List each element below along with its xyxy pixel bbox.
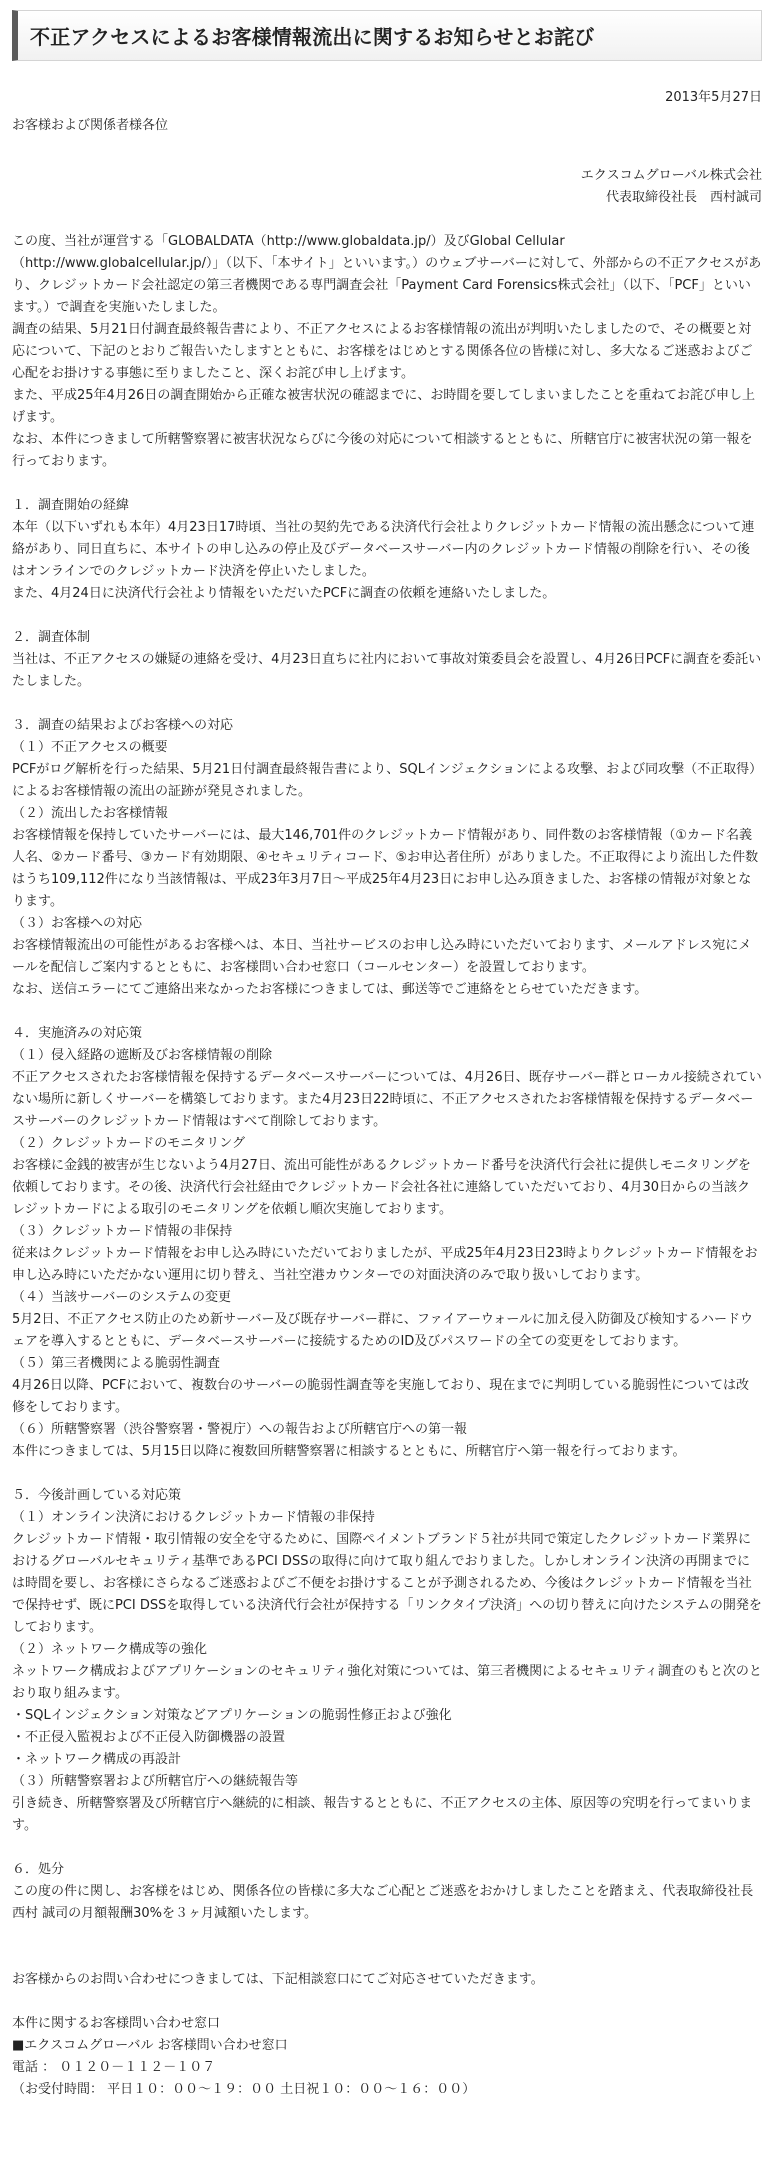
subsection-title: （４）当該サーバーのシステムの変更 bbox=[12, 1290, 232, 1305]
measures-list bbox=[12, 1705, 762, 1771]
spacer bbox=[12, 1947, 762, 1969]
subsection-paragraph: 引き続き、所轄警察署及び所轄官庁へ継続的に相談、報告するとともに、不正アクセスの主体、原因等の究明を行ってまいります。 bbox=[12, 1796, 753, 1833]
intro-paragraph: また、平成25年4月26日の調査開始から正確な被害状況の確認までに、お時間を要してしまいましたことを重ねてお詫び申し上げます。 bbox=[12, 388, 756, 425]
section-paragraph: また、4月24日に決済代行会社より情報をいただいたPCFに調査の依頼を連絡いたしました。 bbox=[12, 586, 556, 601]
section-4 bbox=[12, 1023, 762, 1463]
section-paragraph: 当社は、不正アクセスの嫌疑の連絡を受け、4月23日直ちに社内において事故対策委員会を設置し、4月26日PCFに調査を委託いたしました。 bbox=[12, 652, 762, 689]
intro-paragraph: この度、当社が運営する「GLOBALDATA（http://www.globaldata.jp/）及びGlobal Cellular（http://www.globalcellular.jp/）」（以下、「本サイト」といいます。）のウェブサーバーに対して、外部からの不正アクセスがあり、クレジットカード会社認定の第三者機関である専門調査会社「Payment Card Forensics株式会社」（以下、「PCF」といいます。）で調査を実施いたしました。 bbox=[12, 234, 762, 315]
subsection-title: （２）流出したお客様情報 bbox=[12, 806, 169, 821]
list-item: ・ネットワーク構成の再設計 bbox=[12, 1752, 182, 1767]
intro-paragraph: なお、本件につきまして所轄警察署に被害状況ならびに今後の対応について相談するとともに、所轄官庁に被害状況の第一報を行っております。 bbox=[12, 432, 753, 469]
section-paragraph: 本年（以下いずれも本年）4月23日17時頃、当社の契約先である決済代行会社よりクレジットカード情報の流出懸念について連絡があり、同日直ちに、本サイトの申し込みの停止及びデータベースサーバー内のクレジットカード情報の削除を行い、その後はオンラインでのクレジットカード決済を停止いたしました。 bbox=[12, 520, 755, 579]
contact-phone: 電話 ： ０１２０－１１２－１０７ bbox=[12, 2060, 216, 2075]
section-5 bbox=[12, 1485, 762, 1837]
sender-block bbox=[12, 165, 762, 209]
section-1 bbox=[12, 495, 762, 605]
contact-name: ■エクスコムグローバル お客様問い合わせ窓口 bbox=[12, 2038, 288, 2053]
intro-paragraph: 調査の結果、5月21日付調査最終報告書により、不正アクセスによるお客様情報の流出が判明いたしましたので、その概要と対応について、下記のとおりご報告いたしますとともに、お客様をはじめとする関係各位の皆様に対し、多大なるご迷惑およびご心配をお掛けする事態に至りましたこと、深くお詫び申し上げます。 bbox=[12, 322, 753, 381]
section-title: ６．処分 bbox=[12, 1862, 65, 1877]
contact-heading: 本件に関するお客様問い合わせ窓口 bbox=[12, 2016, 221, 2031]
subsection-paragraph: 従来はクレジットカード情報をお申し込み時にいただいておりましたが、平成25年4月23日23時よりクレジットカード情報をお申し込み時にいただかない運用に切り替え、当社空港カウンターでの対面決済のみで取り扱いしております。 bbox=[12, 1246, 758, 1283]
list-item: ・不正侵入監視および不正侵入防御機器の設置 bbox=[12, 1730, 286, 1745]
section-title: ５．今後計画している対応策 bbox=[12, 1488, 182, 1503]
subsection-title: （１）オンライン決済におけるクレジットカード情報の非保持 bbox=[12, 1510, 375, 1525]
subsection-title: （２）ネットワーク構成等の強化 bbox=[12, 1642, 208, 1657]
notice-date: 2013年5月27日 bbox=[665, 90, 762, 105]
section-title: ４．実施済みの対応策 bbox=[12, 1026, 143, 1041]
subsection-title: （３）クレジットカード情報の非保持 bbox=[12, 1224, 233, 1239]
subsection-title: （１）不正アクセスの概要 bbox=[12, 740, 168, 755]
section-2 bbox=[12, 627, 762, 693]
section-3 bbox=[12, 715, 762, 1001]
subsection-title: （１）侵入経路の遮断及びお客様情報の削除 bbox=[12, 1048, 273, 1063]
recipient-line: お客様および関係者様各位 bbox=[12, 118, 169, 133]
subsection-paragraph: お客様に金銭的被害が生じないよう4月27日、流出可能性があるクレジットカード番号を決済代行会社に提供しモニタリングを依頼しております。その後、決済代行会社経由でクレジットカード会社各社に連絡していただいており、4月30日からの当該クレジットカードによる取引のモニタリングを依頼し順次実施しております。 bbox=[12, 1158, 751, 1217]
list-item: ・SQLインジェクション対策などアプリケーションの脆弱性修正および強化 bbox=[12, 1708, 452, 1723]
section-title: ３．調査の結果およびお客様への対応 bbox=[12, 718, 234, 733]
contact-block bbox=[12, 2013, 762, 2101]
subsection-title: （６）所轄警察署（渋谷警察署・警視庁）への報告および所轄官庁への第一報 bbox=[12, 1422, 468, 1437]
signatory-name: 代表取締役社長 西村誠司 bbox=[605, 190, 762, 205]
section-paragraph: この度の件に関し、お客様をはじめ、関係各位の皆様に多大なご心配とご迷惑をおかけしましたことを踏まえ、代表取締役社長 西村 誠司の月額報酬30%を３ヶ月減額いたします。 bbox=[12, 1884, 754, 1921]
subsection-title: （５）第三者機関による脆弱性調査 bbox=[12, 1356, 221, 1371]
title-bar bbox=[12, 10, 762, 61]
subsection-title: （３）所轄警察署および所轄官庁への継続報告等 bbox=[12, 1774, 299, 1789]
section-title: １．調査開始の経緯 bbox=[12, 498, 130, 513]
company-name: エクスコムグローバル株式会社 bbox=[580, 168, 762, 183]
subsection-paragraph: クレジットカード情報・取引情報の安全を守るために、国際ペイメントブランド５社が共同で策定したクレジットカード業界におけるグローバルセキュリティ基準であるPCI DSSの取得に向けて取り組んでおりました。しかしオンライン決済の再開までには時間を要し、お客様にさらなるご迷惑およびご不便をお掛けすることが予測されるため、今後はクレジットカード情報を当社で保持せず、既にPCI DSSを取得している決済代行会社が保持する「リンクタイプ決済」への切り替えに向けたシステムの開発をしております。 bbox=[12, 1532, 762, 1635]
subsection-paragraph: 4月26日以降、PCFにおいて、複数台のサーバーの脆弱性調査等を実施しており、現在までに判明している脆弱性については改修をしております。 bbox=[12, 1378, 750, 1415]
subsection-paragraph: 5月2日、不正アクセス防止のため新サーバー及び既存サーバー群に、ファイアーウォールに加え侵入防御及び検知するハードウェアを導入するとともに、データベースサーバーに接続するためのID及びパスワードの全ての変更をしております。 bbox=[12, 1312, 754, 1349]
subsection-paragraph: お客様情報流出の可能性があるお客様へは、本日、当社サービスのお申し込み時にいただいております、メールアドレス宛にメールを配信しご案内するとともに、お客様問い合わせ窓口（コールセンター）を設置しております。 bbox=[12, 938, 752, 975]
subsection-title: （２）クレジットカードのモニタリング bbox=[12, 1136, 246, 1151]
subsection-paragraph: PCFがログ解析を行った結果、5月21日付調査最終報告書により、SQLインジェクションによる攻撃、および同攻撃（不正取得）によるお客様情報の流出の証跡が発見されました。 bbox=[12, 762, 756, 799]
subsection-paragraph: なお、送信エラーにてご連絡出来なかったお客様につきましては、郵送等でご連絡をとらせていただきます。 bbox=[12, 982, 648, 997]
intro-block bbox=[12, 231, 762, 473]
subsection-title: （３）お客様への対応 bbox=[12, 916, 143, 931]
notice-body bbox=[12, 87, 762, 2101]
contact-hours: （お受付時間： 平日１０：００～１９：００ 土日祝１０：００～１６：００） bbox=[12, 2082, 476, 2097]
subsection-paragraph: 不正アクセスされたお客様情報を保持するデータベースサーバーについては、4月26日、既存サーバー群とローカル接続されていない場所に新しくサーバーを構築しております。また4月23日22時頃に、不正アクセスされたお客様情報を保持するデータベースサーバーのクレジットカード情報はすべて削除しております。 bbox=[12, 1070, 762, 1129]
closing-text: お客様からのお問い合わせにつきましては、下記相談窓口にてご対応させていただきます。 bbox=[12, 1972, 544, 1987]
subsection-paragraph: ネットワーク構成およびアプリケーションのセキュリティ強化対策については、第三者機関によるセキュリティ調査のもと次のとおり取り組みます。 bbox=[12, 1664, 762, 1701]
section-6 bbox=[12, 1859, 762, 1925]
subsection-paragraph: お客様情報を保持していたサーバーには、最大146,701件のクレジットカード情報があり、同件数のお客様情報（①カード名義人名、②カード番号、③カード有効期限、④セキュリティコード、⑤お申込者住所）がありました。不正取得により流出した件数はうち109,112件になり当該情報は、平成23年3月7日～平成25年4月23日にお申し込み頂きました、お客様の情報が対象となります。 bbox=[12, 828, 759, 909]
subsection-paragraph: 本件につきましては、5月15日以降に複数回所轄警察署に相談するとともに、所轄官庁へ第一報を行っております。 bbox=[12, 1444, 686, 1459]
page-title: 不正アクセスによるお客様情報流出に関するお知らせとお詫び bbox=[30, 25, 595, 49]
section-title: ２．調査体制 bbox=[12, 630, 91, 645]
